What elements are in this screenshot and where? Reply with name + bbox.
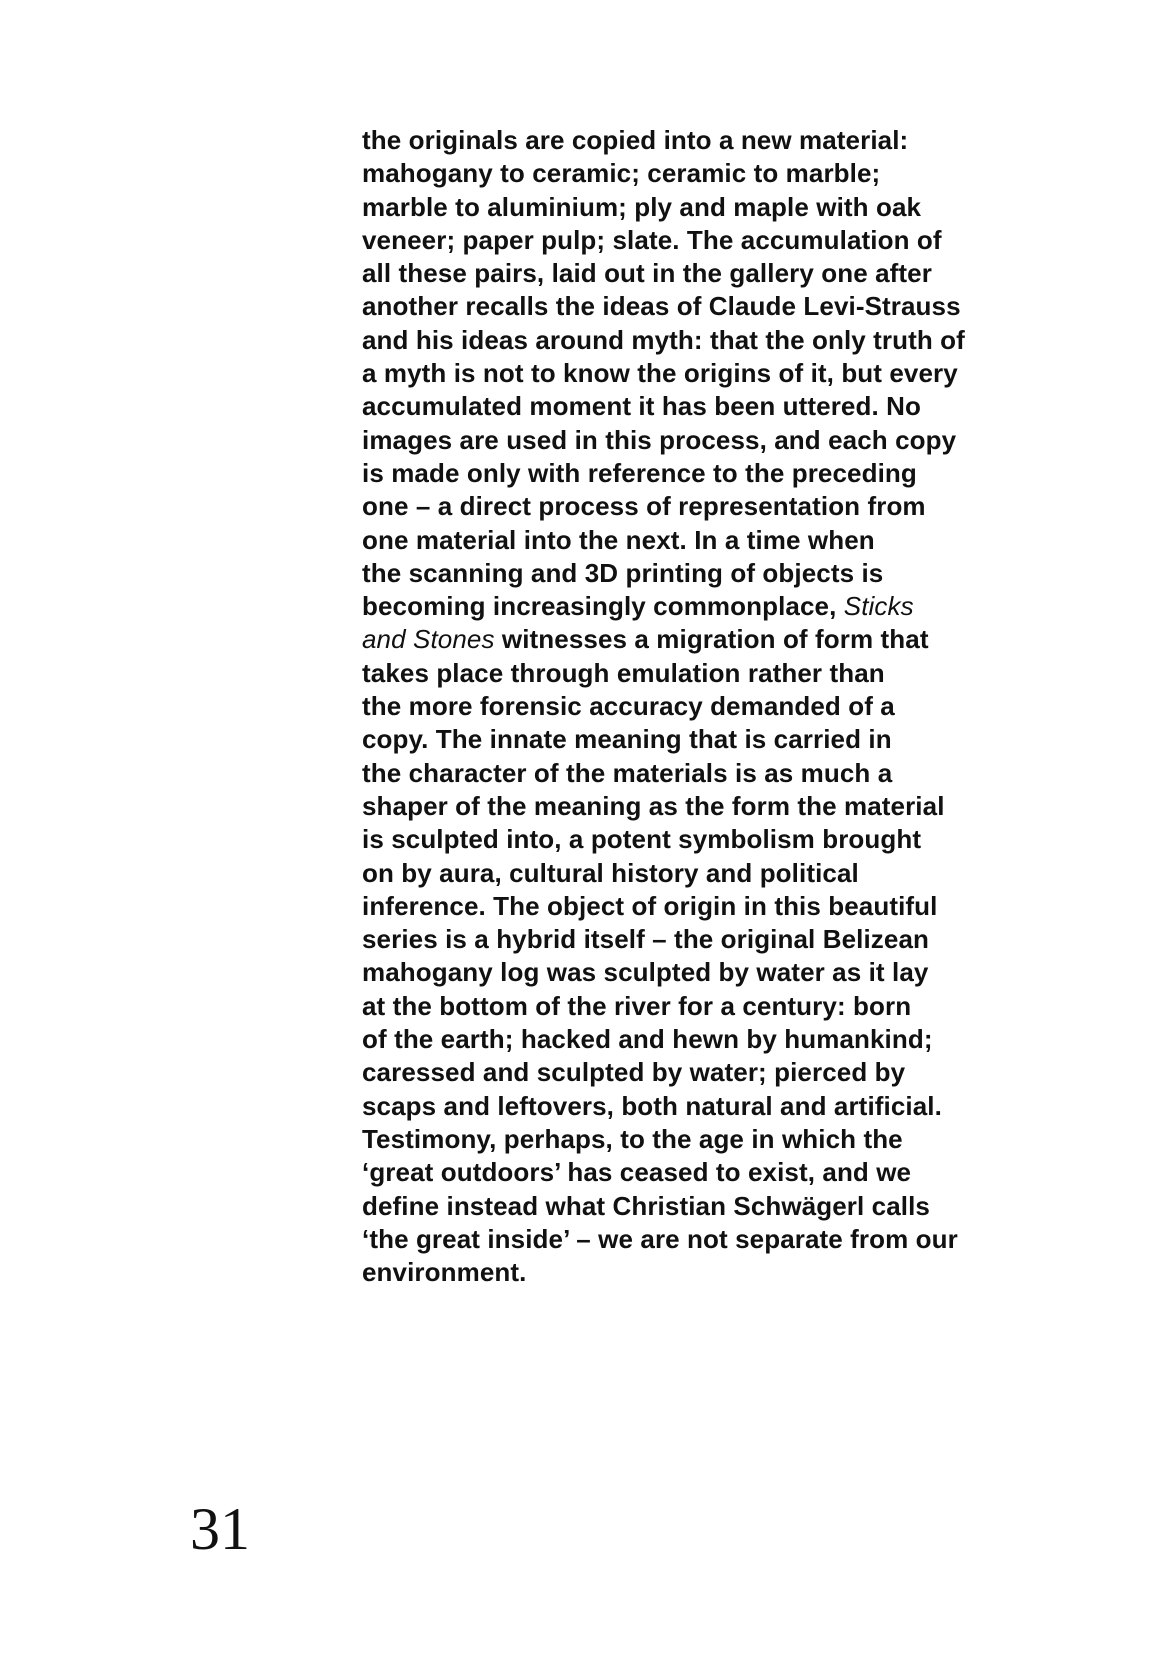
text-line <box>362 557 1012 590</box>
text-line <box>362 1123 1012 1156</box>
line-text: define instead what Christian Schwägerl calls <box>362 1190 930 1221</box>
line-text: marble to aluminium; ply and maple with oak <box>362 191 922 222</box>
text-line <box>362 1023 1012 1056</box>
text-line <box>362 757 1012 790</box>
text-line <box>362 1256 1012 1289</box>
line-text: images are used in this process, and each copy <box>362 424 957 455</box>
text-line <box>362 257 1012 290</box>
line-text: environment. <box>362 1257 527 1288</box>
text-line <box>362 1156 1012 1189</box>
line-text: accumulated moment it has been uttered. No <box>362 391 921 422</box>
line-text: at the bottom of the river for a century: born <box>362 990 912 1021</box>
line-text: copy. The innate meaning that is carried in <box>362 724 892 755</box>
text-line <box>362 823 1012 856</box>
line-text: witnesses a migration of form that <box>494 624 929 655</box>
line-text: ‘great outdoors’ has ceased to exist, and we <box>362 1157 912 1188</box>
text-line <box>362 1090 1012 1123</box>
text-line <box>362 690 1012 723</box>
text-line <box>362 424 1012 457</box>
text-line <box>362 723 1012 756</box>
line-text: and his ideas around myth: that the only truth of <box>362 324 965 355</box>
text-line <box>362 790 1012 823</box>
text-line <box>362 390 1012 423</box>
text-line <box>362 191 1012 224</box>
text-line <box>362 524 1012 557</box>
line-text: ‘the great inside’ – we are not separate from our <box>362 1223 958 1254</box>
text-line <box>362 623 1012 656</box>
line-text: the scanning and 3D printing of objects is <box>362 557 884 588</box>
line-text: of the earth; hacked and hewn by humankind; <box>362 1024 933 1055</box>
text-line <box>362 1190 1012 1223</box>
line-text: becoming increasingly commonplace, <box>362 591 844 622</box>
text-line <box>362 490 1012 523</box>
line-text: takes place through emulation rather than <box>362 657 885 688</box>
line-text: mahogany log was sculpted by water as it lay <box>362 957 929 988</box>
italic-title-text: Sticks <box>843 591 914 622</box>
body-text <box>362 124 1012 1289</box>
line-text: the originals are copied into a new material: <box>362 125 909 155</box>
line-text: is made only with reference to the preceding <box>362 457 917 488</box>
line-text: veneer; paper pulp; slate. The accumulation of <box>362 224 942 255</box>
line-text: scaps and leftovers, both natural and artificial. <box>362 1090 942 1121</box>
line-text: the more forensic accuracy demanded of a <box>362 691 895 722</box>
line-text: another recalls the ideas of Claude Levi-Strauss <box>362 291 961 322</box>
text-line <box>362 923 1012 956</box>
text-line <box>362 590 1012 623</box>
line-text: all these pairs, laid out in the gallery one after <box>362 258 932 289</box>
line-text: caressed and sculpted by water; pierced by <box>362 1057 906 1088</box>
text-line <box>362 157 1012 190</box>
text-line <box>362 857 1012 890</box>
text-line <box>362 457 1012 490</box>
text-line <box>362 224 1012 257</box>
text-line <box>362 290 1012 323</box>
page-number: 31 <box>190 1496 250 1562</box>
text-line <box>362 990 1012 1023</box>
line-text: is sculpted into, a potent symbolism brought <box>362 824 922 855</box>
text-line <box>362 324 1012 357</box>
line-text: one – a direct process of representation from <box>362 491 926 522</box>
text-line <box>362 357 1012 390</box>
line-text: mahogany to ceramic; ceramic to marble; <box>362 158 881 189</box>
text-line <box>362 956 1012 989</box>
italic-title-text: and Stones <box>362 624 495 655</box>
line-text: on by aura, cultural history and political <box>362 857 859 888</box>
text-line <box>362 657 1012 690</box>
line-text: Testimony, perhaps, to the age in which the <box>362 1123 903 1154</box>
line-text: the character of the materials is as much a <box>362 757 893 788</box>
line-text: inference. The object of origin in this beautiful <box>362 890 938 921</box>
line-text: series is a hybrid itself – the original Belizean <box>362 924 929 955</box>
line-text: shaper of the meaning as the form the material <box>362 790 945 821</box>
text-line <box>362 1223 1012 1256</box>
line-text: a myth is not to know the origins of it, but every <box>362 358 958 389</box>
text-line <box>362 1056 1012 1089</box>
line-text: one material into the next. In a time when <box>362 524 875 555</box>
text-line <box>362 890 1012 923</box>
text-line <box>362 124 1012 157</box>
